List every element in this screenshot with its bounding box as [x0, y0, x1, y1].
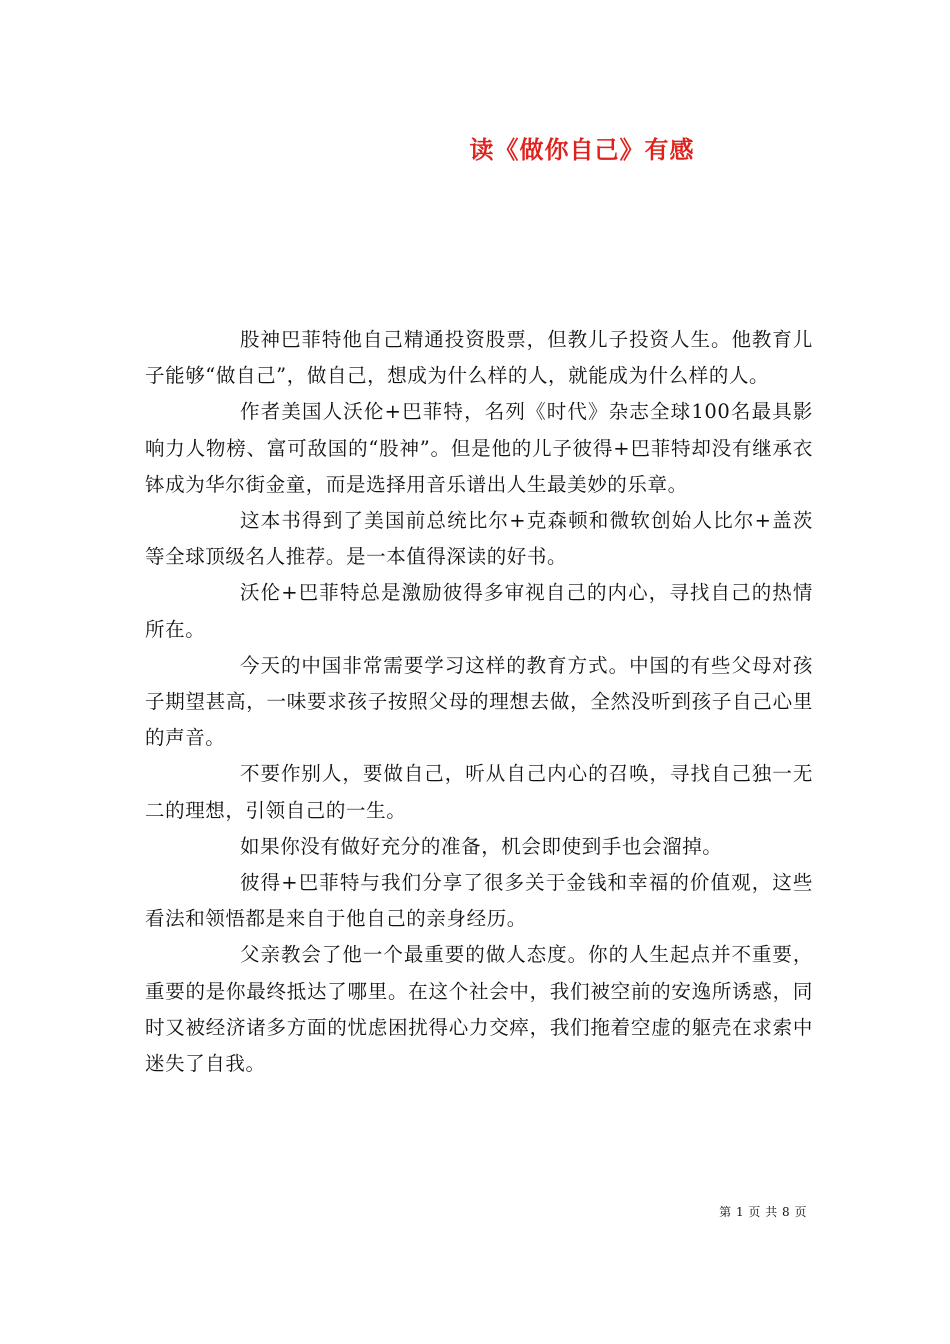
paragraph: 彼得+巴菲特与我们分享了很多关于金钱和幸福的价值观，这些看法和领悟都是来自于他自己的亲身经历。 [145, 871, 813, 931]
document-body [145, 322, 813, 1082]
paragraph: 父亲教会了他一个最重要的做人态度。你的人生起点并不重要，重要的是你最终抵达了哪里。在这个社会中，我们被空前的安逸所诱惑，同时又被经济诸多方面的忧虑困扰得心力交瘁，我们拖着空虚的躯壳在求索中迷失了自我。 [145, 943, 813, 1076]
paragraph: 这本书得到了美国前总统比尔+克森顿和微软创始人比尔+盖茨等全球顶级名人推荐。是一本值得深读的好书。 [145, 509, 813, 569]
paragraph: 沃伦+巴菲特总是激励彼得多审视自己的内心，寻找自己的热情所在。 [145, 581, 813, 641]
paragraph: 今天的中国非常需要学习这样的教育方式。中国的有些父母对孩子期望甚高，一味要求孩子按照父母的理想去做，全然没听到孩子自己心里的声音。 [145, 653, 813, 750]
paragraph: 作者美国人沃伦+巴菲特，名列《时代》杂志全球100名最具影响力人物榜、富可敌国的“股神”。但是他的儿子彼得+巴菲特却没有继承衣钵成为华尔街金童，而是选择用音乐谱出人生最美妙的乐章。 [145, 400, 813, 496]
page-number-footer: 第 1 页 共 8 页 [719, 1205, 807, 1219]
paragraph: 如果你没有做好充分的准备，机会即使到手也会溜掉。 [240, 834, 723, 858]
paragraph: 不要作别人，要做自己，听从自己内心的召唤，寻找自己独一无二的理想，引领自己的一生。 [145, 762, 813, 822]
paragraph: 股神巴菲特他自己精通投资股票，但教儿子投资人生。他教育儿子能够“做自己”，做自己，想成为什么样的人，就能成为什么样的人。 [145, 328, 813, 388]
document-title: 读《做你自己》有感 [469, 135, 695, 164]
